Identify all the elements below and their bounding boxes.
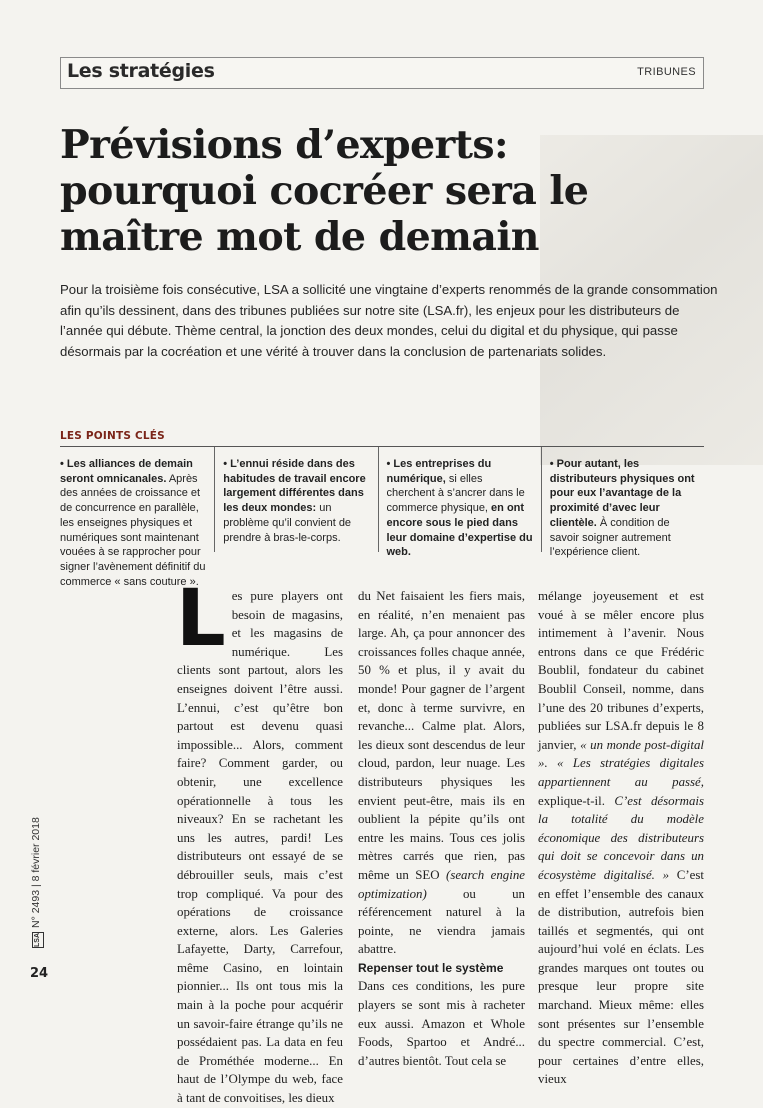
key-point-1: • Les alliances de demain seront omnicanales. Après des années de croissance et de concurrence en parallèle, les enseignes physiques et numériques sont maintenant vouées à se rapprocher pour signer l’avènement définitif du commerce « sans couture ». — [60, 458, 206, 588]
page-number: 24 — [30, 966, 49, 981]
rubric-bar — [60, 57, 704, 89]
drop-cap: L — [176, 574, 226, 664]
section-tag: TRIBUNES — [637, 66, 696, 78]
body-column-3: mélange joyeusement et est voué à se mêler encore plus intimement à l’avenir. Nous entrons dans ce que Frédéric Boublil, fondateur du cabinet Boublil Conseil, nomme, dans l’une des 20 tribunes d’experts, publiées sur LSA.fr depuis le 8 janvier, « un monde post-digital ». « Les stratégies digitales appartiennent au passé, explique-t-il. C’est désormais la totalité du modèle économique des distributeurs qui doit se concevoir dans un écosystème digitalisé. » C’est en effet l’ensemble des canaux de distribution, autrefois bien taillés et segmentés, qui ont aujourd’hui volé en éclats. Les grandes marques ont toutes ou presque leur propre site marchand. Mieux même: elles sont présentes sur l’ensemble du spectre commercial. C’est, pour certaines d’entre elles, vieux — [538, 589, 704, 1087]
key-point-2: • L’ennui réside dans des habitudes de travail encore largement différentes dans les deux mondes: un problème qu’il convient de prendre à bras-le-corps. — [214, 447, 377, 552]
subheading: Repenser tout le système — [358, 960, 504, 975]
rubric-title: Les stratégies — [67, 60, 215, 82]
issue-folio: LSAN° 2493 | 8 février 2018 — [30, 817, 42, 947]
key-point-3: • Les entreprises du numérique, si elles cherchent à s’ancrer dans le commerce physique, en ont encore sous le pied dans leur domaine d’expertise du web. — [378, 447, 541, 552]
article-standfirst: Pour la troisième fois consécutive, LSA a sollicité une vingtaine d’experts renommés de la grande consommation afin qu’ils dessinent, dans des tribunes publiées sur notre site (LSA.fr), les enjeux pour les distributeurs de l’année qui débute. Thème central, la jonction des deux mondes, celui du digital et du physique, qui passe désormais par la cocréation et une vérité à trouver dans la conclusion de partenariats solides. — [60, 282, 718, 359]
body-column-1: Les pure players ont besoin de magasins, et les magasins de numérique. Les clients sont partout, alors les enseignes doivent l’être aussi. L’ennui, c’est qu’être bon partout est devenu quasi impossible... Alors, comment faire? Comment garder, ou obtenir, une excellence opérationnelle à tous les niveaux? En se rachetant les uns les autres, pardi! Les distributeurs ont essayé de se débrouiller seuls, mais c’est trop compliqué. Va pour des opérations de croissance externe, alors. Les Galeries Lafayette, Darty, Carrefour, même Casino, en lointain pionnier... Ils ont tous mis la main à la poche pour acquérir un savoir-faire étrange qu’ils ne possédaient pas. La data en feu de Prométhée moderne... En haut de l’Olympe du web, face à tant de convoitises, les dieux — [176, 574, 343, 1106]
lsa-logo-icon: LSA — [32, 932, 44, 948]
key-points-label: LES POINTS CLÉS — [60, 430, 165, 442]
key-points — [60, 446, 704, 588]
key-point-4: • Pour autant, les distributeurs physiques ont pour eux l’avantage de la proximité d’avec leur clientèle. À condition de savoir soigner autrement l’expérience client. — [541, 447, 704, 552]
article-headline: Prévisions d’experts: pourquoi cocréer sera le maître mot de demain — [60, 122, 589, 260]
body-column-2: du Net faisaient les fiers mais, en réalité, n’en menaient pas large. Ah, ça pour annoncer des croissances folles chaque année, 50 % et plus, il y avait du monde! Pour gagner de l’argent et, donc à terme survivre, en revanche... Calme plat. Alors, les dieux sont descendus de leur cloud, pardon, leur nuage. Les distributeurs physiques les envient peut-être, mais ils en oublient la pépite qu’ils ont entre les mains. Tous ces jolis mètres carrés que rien, pas même un SEO (search engine optimization) ou un référencement naturel à la pointe, ne viendra jamais abattre. Repenser tout le système Dans ces conditions, les pure players se sont mis à racheter eux aussi. Amazon et Whole Foods, Spartoo et André... d’autres bientôt. Tout cela se — [358, 589, 525, 1068]
